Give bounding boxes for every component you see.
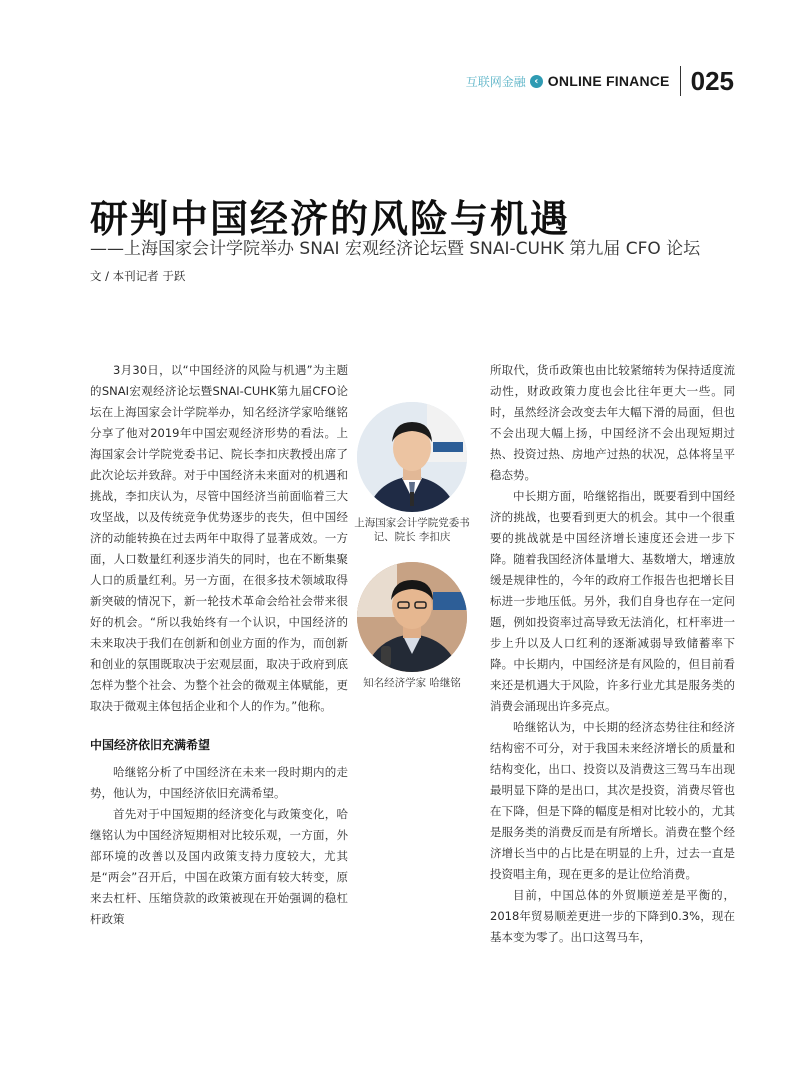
paragraph: 哈继铭分析了中国经济在未来一段时期内的走势，他认为，中国经济依旧充满希望。 bbox=[90, 765, 348, 800]
paragraph: 首先对于中国短期的经济变化与政策变化，哈继铭认为中国经济短期相对比较乐观，一方面，外部环境的改善以及国内政策支持力度较大，尤其是“两会”召开后，中国在政策方面有较大转变，原来去杠杆、压缩贷款的政策被现在开始强调的稳杠杆政策 bbox=[90, 807, 348, 926]
left-column bbox=[90, 360, 348, 930]
article-title: 研判中国经济的风险与机遇 bbox=[90, 197, 571, 241]
article-subtitle: ——上海国家会计学院举办 SNAI 宏观经济论坛暨 SNAI-CUHK 第九届 CFO 论坛 bbox=[90, 239, 701, 259]
section-label-cn: 互联网金融 bbox=[465, 74, 526, 89]
paragraph: 中长期方面，哈继铭指出，既要看到中国经济的挑战，也要看到更大的机会。其中一个很重要的挑战就是中国经济增长速度还会进一步下降。随着我国经济体量增大、基数增大，增速放缓是规律性的，今年的政府工作报告也把增长目标进一步地压低。另外，我们自身也存在一定问题，例如投资率过高导致无法消化，杠杆率进一步上升以及人口红利的逐渐减弱导致储蓄率下降。中长期内，中国经济是有风险的，但目前看来还是机遇大于风险，许多行业尤其是服务类的消费会涌现出许多亮点。 bbox=[490, 489, 735, 713]
portrait-photo-li-kouqing bbox=[357, 402, 467, 512]
photo-caption: 知名经济学家 哈继铭 bbox=[363, 677, 461, 689]
section-heading: 中国经济依旧充满希望 bbox=[90, 738, 211, 752]
running-header bbox=[466, 64, 734, 98]
paragraph: 所取代，货币政策也由比较紧缩转为保持适度流动性，财政政策力度也会比往年更大一些。同时，虽然经济会改变去年大幅下滑的局面，但也不会出现大幅上扬，中国经济不会出现短期过热、投资过热、房地产过热的状况，总体将呈平稳态势。 bbox=[490, 363, 735, 482]
section-label-en: ONLINE FINANCE bbox=[547, 73, 670, 89]
article-byline: 文 / 本刊记者 于跃 bbox=[90, 269, 186, 283]
chevron-left-icon: ‹ bbox=[530, 75, 543, 88]
paragraph: 目前，中国总体的外贸顺逆差是平衡的，2018年贸易顺差更进一步的下降到0.3%，现在基本变为零了。出口这驾马车， bbox=[490, 888, 735, 944]
paragraph: 3月30日，以“中国经济的风险与机遇”为主题的SNAI宏观经济论坛暨SNAI-CUHK第九届CFO论坛在上海国家会计学院举办，知名经济学家哈继铭分享了他对2019年中国宏观经济形势的看法。上海国家会计学院党委书记、院长李扣庆教授出席了此次论坛并致辞。对于中国经济未来面对的机遇和挑战，李扣庆认为，尽管中国经济当前面临着三大攻坚战，以及传统竞争优势逐步的丧失，但中国经济的动能转换在过去两年中取得了显著成效。一方面，人口数量红利逐步消失的同时，也在不断集聚人口的质量红利。另一方面，在很多技术领域取得新突破的情况下，新一轮技术革命会给社会带来很好的机会。“所以我始终有一个认识，中国经济的未来取决于我们在创新和创业方面的作为，而创新和创业的氛围既取决于宏观层面，取决于政府到底怎样为整个社会、为整个社会的微观主体赋能，更取决于微观主体包括企业和个人的作为。”他称。 bbox=[90, 363, 348, 713]
photo-caption: 上海国家会计学院党委书记、院长 李扣庆 bbox=[354, 517, 470, 543]
page-number: 025 bbox=[690, 65, 734, 96]
paragraph: 哈继铭认为，中长期的经济态势往往和经济结构密不可分，对于我国未来经济增长的质量和结构变化，出口、投资以及消费这三驾马车出现最明显下降的是出口，其次是投资，消费尽管也在下降，但是下降的幅度是相对比较小的，尤其是服务类的消费反而是有所增长。消费在整个经济增长当中的占比是在明显的上升，过去一直是投资唱主角，现在更多的是让位给消费。 bbox=[490, 720, 735, 881]
right-column bbox=[490, 360, 735, 948]
header-divider bbox=[680, 66, 681, 96]
portrait-photo-ha-jiming bbox=[357, 562, 467, 672]
